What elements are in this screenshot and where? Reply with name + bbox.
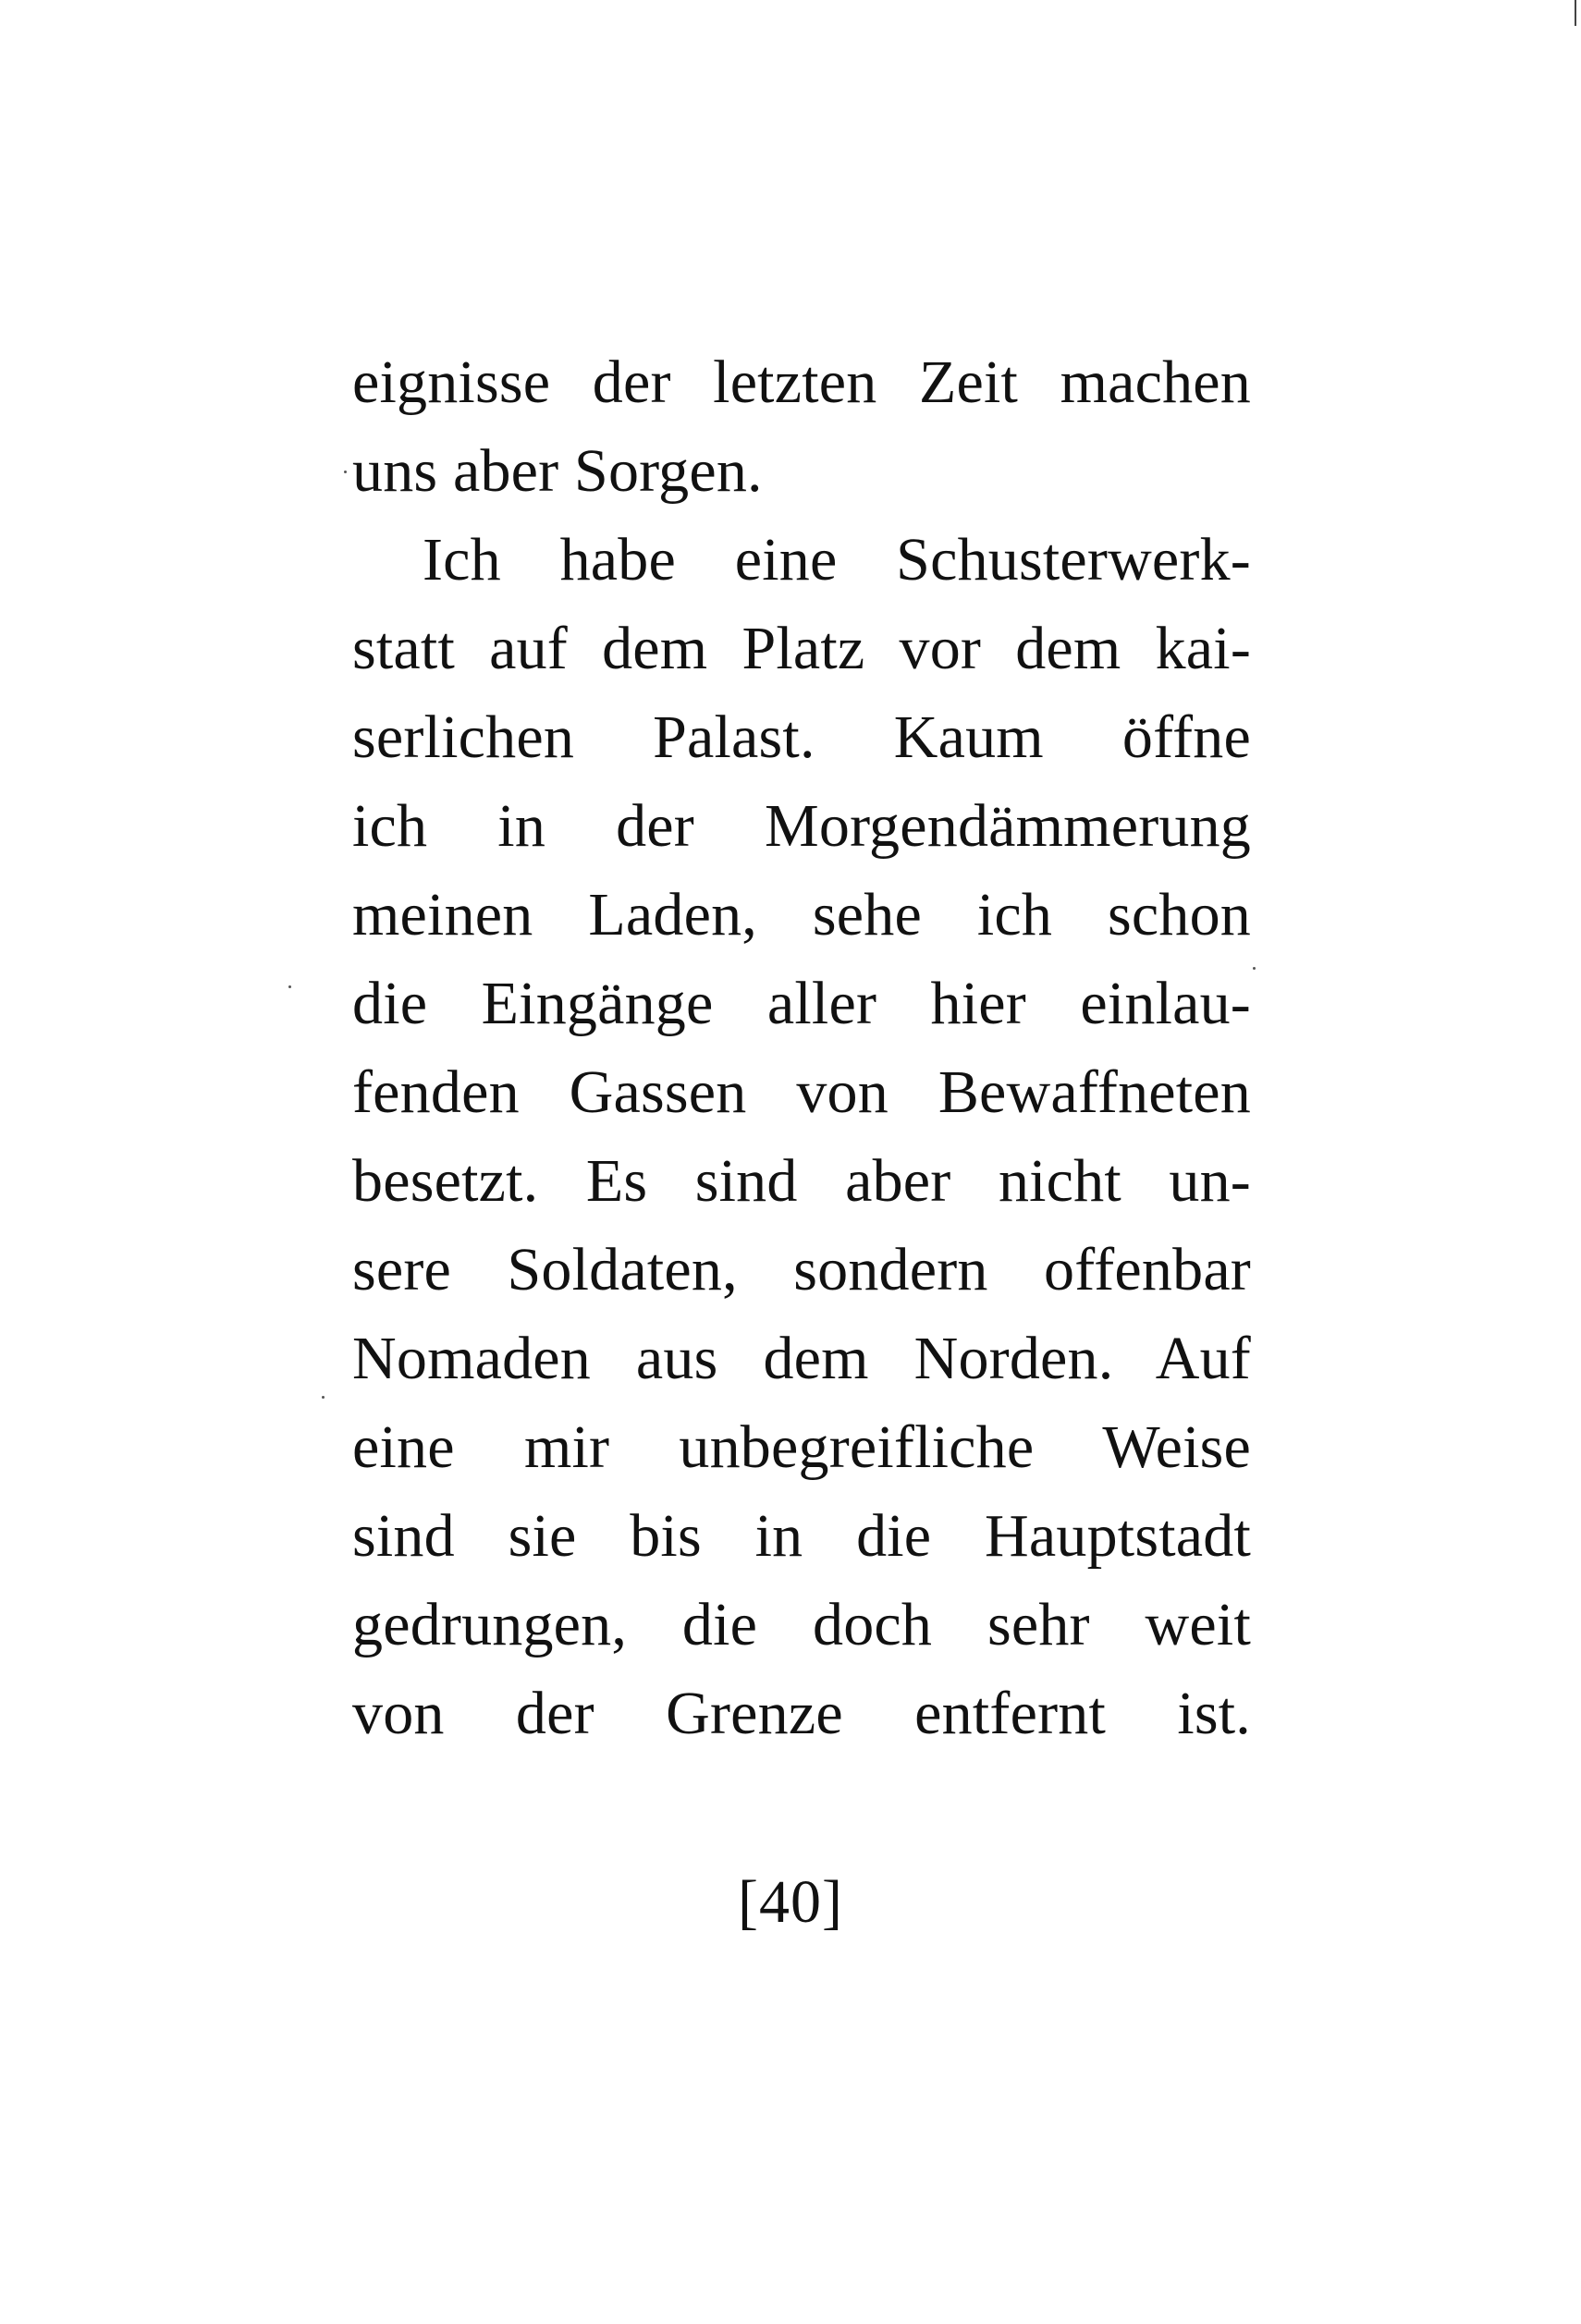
text-line: besetzt. Es sind aber nicht un- xyxy=(352,1147,1251,1215)
scan-speck xyxy=(1253,967,1256,970)
text-line: uns aber Sorgen. xyxy=(352,437,763,505)
scan-edge-mark xyxy=(1575,0,1576,26)
text-line: Nomaden aus dem Norden. Auf xyxy=(352,1325,1251,1392)
text-line: statt auf dem Platz vor dem kai- xyxy=(352,615,1251,682)
text-line: eine mir unbegreifliche Weise xyxy=(352,1413,1251,1481)
scan-speck xyxy=(288,985,291,988)
text-line: serlichen Palast. Kaum öffne xyxy=(352,703,1251,771)
scan-speck xyxy=(322,1396,325,1399)
text-line: ich in der Morgendämmerung xyxy=(352,792,1251,860)
text-line: gedrungen, die doch sehr weit xyxy=(352,1591,1251,1658)
text-line: eignisse der letzten Zeit machen xyxy=(352,349,1251,416)
text-line: fenden Gassen von Bewaffneten xyxy=(352,1058,1251,1126)
page-number: [40] xyxy=(738,1868,843,1936)
text-line: Ich habe eine Schusterwerk- xyxy=(423,526,1251,593)
text-line: sere Soldaten, sondern offenbar xyxy=(352,1236,1251,1303)
scan-speck xyxy=(344,471,347,473)
text-line: von der Grenze entfernt ist. xyxy=(352,1680,1251,1747)
text-line: sind sie bis in die Hauptstadt xyxy=(352,1502,1251,1570)
text-line: meinen Laden, sehe ich schon xyxy=(352,881,1251,948)
text-line: die Eingänge aller hier einlau- xyxy=(352,970,1251,1037)
body-text xyxy=(352,338,1251,1758)
